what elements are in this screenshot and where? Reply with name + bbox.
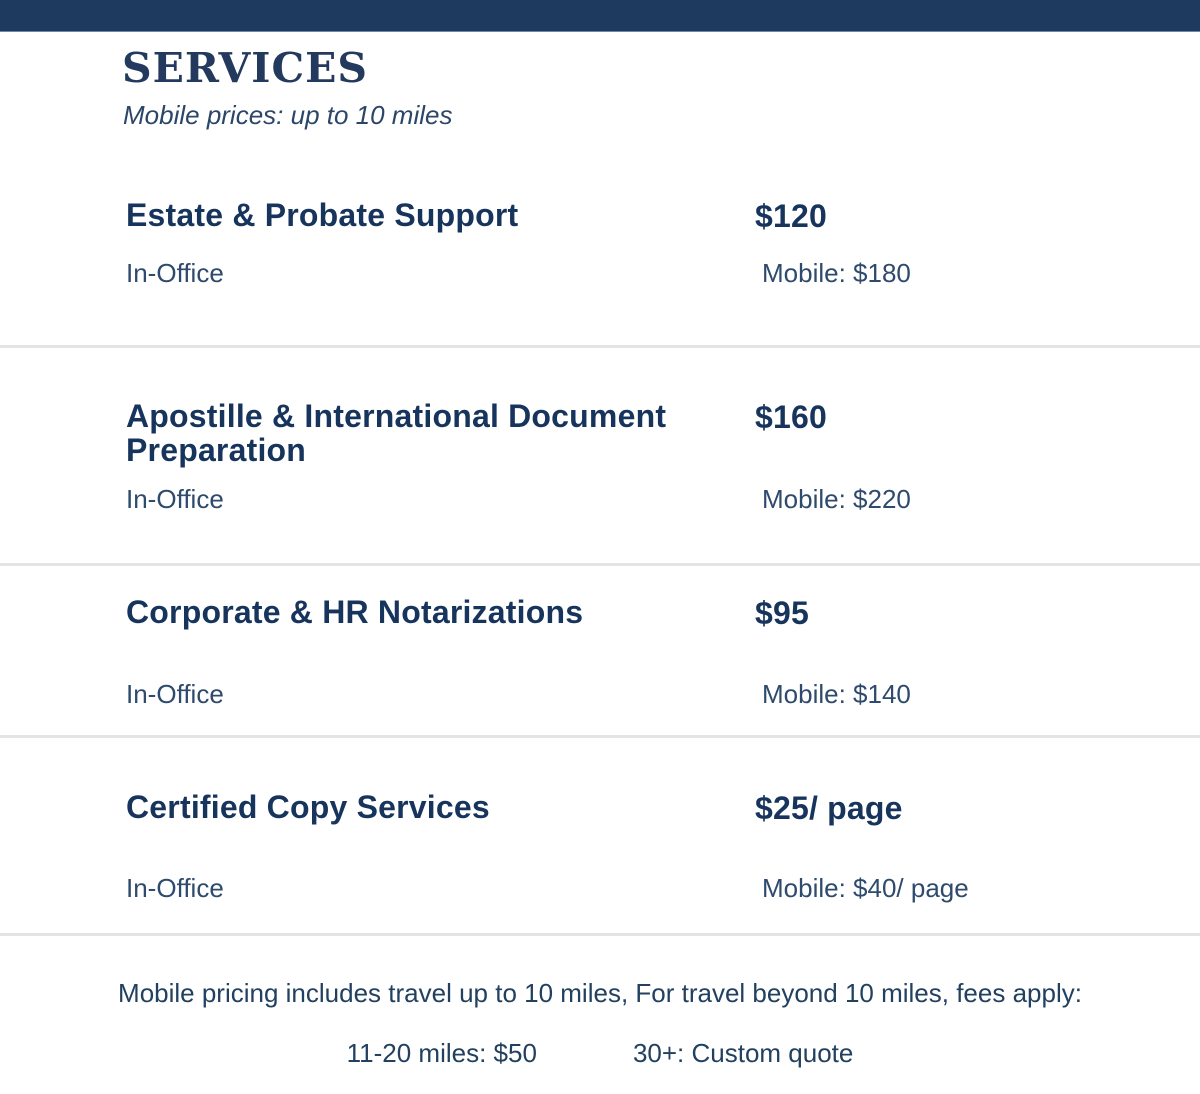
service-mobile-price: Mobile: $220 (762, 484, 911, 514)
service-price: $25/ page (755, 790, 903, 826)
top-accent-bar (0, 0, 1200, 32)
travel-fee-tier-2: 30+: Custom quote (632, 1038, 854, 1068)
mobile-pricing-note: Mobile pricing includes travel up to 10 miles, For travel beyond 10 miles, fees apply: (118, 978, 1082, 1008)
service-location: In-Office (126, 258, 224, 288)
service-name: Estate & Probate Support (126, 197, 519, 233)
travel-fee-tier-1: 11-20 miles: $50 (346, 1038, 537, 1068)
page-subtitle: Mobile prices: up to 10 miles (123, 100, 453, 130)
service-location: In-Office (126, 679, 224, 709)
service-mobile-price: Mobile: $140 (762, 679, 911, 709)
service-name: Certified Copy Services (126, 789, 490, 825)
service-price: $95 (755, 595, 809, 631)
page-title: SERVICES (122, 44, 368, 92)
row-divider (0, 345, 1200, 348)
footer-divider (0, 933, 1200, 936)
row-divider (0, 563, 1200, 566)
service-price: $160 (755, 399, 827, 435)
row-divider (0, 735, 1200, 738)
service-mobile-price: Mobile: $40/ page (762, 873, 969, 903)
travel-fee-tiers (0, 1038, 1200, 1069)
service-name: Apostille & International Document Preparation (126, 398, 667, 468)
service-location: In-Office (126, 873, 224, 903)
service-name: Corporate & HR Notarizations (126, 594, 584, 630)
service-price: $120 (755, 198, 827, 234)
service-mobile-price: Mobile: $180 (762, 258, 911, 288)
service-location: In-Office (126, 484, 224, 514)
